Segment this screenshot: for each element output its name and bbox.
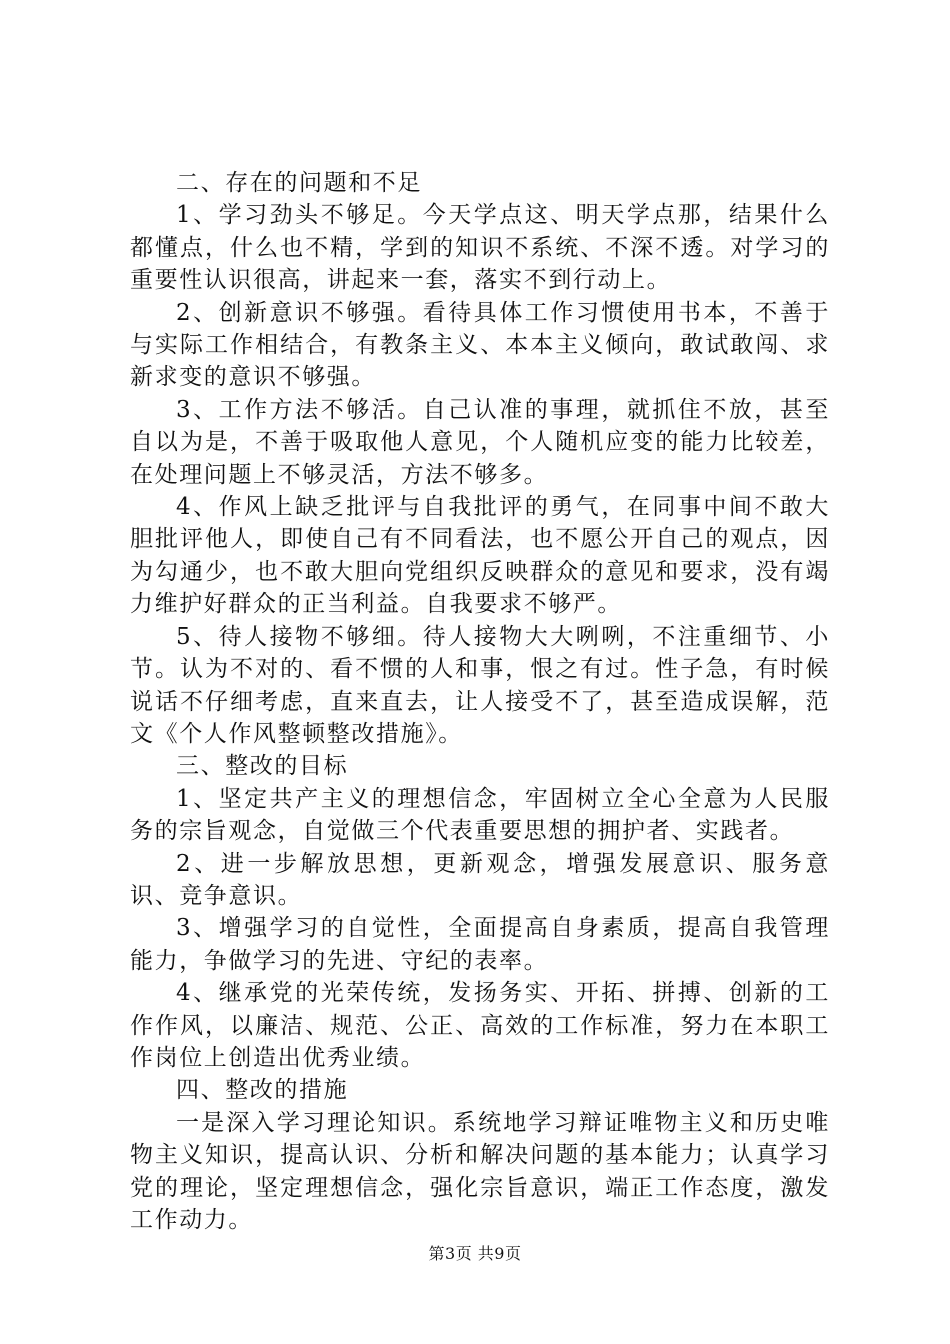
paragraph-goal-3: 3、增强学习的自觉性，全面提高自身素质，提高自我管理能力，争做学习的先进、守纪的表率。 <box>130 915 830 974</box>
paragraph-problem-1: 1、学习劲头不够足。今天学点这、明天学点那，结果什么都懂点，什么也不精，学到的知识不系统、不深不透。对学习的重要性认识很高，讲起来一套，落实不到行动上。 <box>130 202 830 294</box>
paragraph-goal-1: 1、坚定共产主义的理想信念，牢固树立全心全意为人民服务的宗旨观念，自觉做三个代表重要思想的拥护者、实践者。 <box>130 785 830 845</box>
section-heading-goals: 三、整改的目标 <box>176 753 349 780</box>
paragraph-problem-5: 5、待人接物不够细。待人接物大大咧咧，不注重细节、小节。认为不对的、看不惯的人和事，恨之有过。性子急，有时候说话不仔细考虑，直来直去，让人接受不了，甚至造成误解，范文《个人作风整顿整改措施》。 <box>130 623 830 747</box>
page-number-footer: 第3页 共9页 <box>428 1244 522 1263</box>
paragraph-problem-3: 3、工作方法不够活。自己认准的事理，就抓住不放，甚至自以为是，不善于吸取他人意见，个人随机应变的能力比较差，在处理问题上不够灵活，方法不够多。 <box>130 396 830 488</box>
paragraph-goal-4: 4、继承党的光荣传统，发扬务实、开拓、拼搏、创新的工作作风，以廉洁、规范、公正、高效的工作标准，努力在本职工作岗位上创造出优秀业绩。 <box>130 980 830 1071</box>
document-body <box>130 167 830 1236</box>
paragraph-problem-4: 4、作风上缺乏批评与自我批评的勇气，在同事中间不敢大胆批评他人，即使自己有不同看法，也不愿公开自己的观点，因为勾通少，也不敢大胆向党组织反映群众的意见和要求，没有竭力维护好群众的正当利益。自我要求不够严。 <box>130 494 830 618</box>
paragraph-goal-2: 2、进一步解放思想，更新观念，增强发展意识、服务意识、竞争意识。 <box>130 850 830 909</box>
paragraph-measure-1: 一是深入学习理论知识。系统地学习辩证唯物主义和历史唯物主义知识，提高认识、分析和解决问题的基本能力；认真学习党的理论，坚定理想信念，强化宗旨意识，端正工作态度，激发工作动力。 <box>130 1109 830 1233</box>
paragraph-problem-2: 2、创新意识不够强。看待具体工作习惯使用书本，不善于与实际工作相结合，有教条主义、本本主义倾向，敢试敢闯、求新求变的意识不够强。 <box>130 299 830 391</box>
section-heading-problems: 二、存在的问题和不足 <box>176 170 422 196</box>
section-heading-measures: 四、整改的措施 <box>176 1077 349 1104</box>
